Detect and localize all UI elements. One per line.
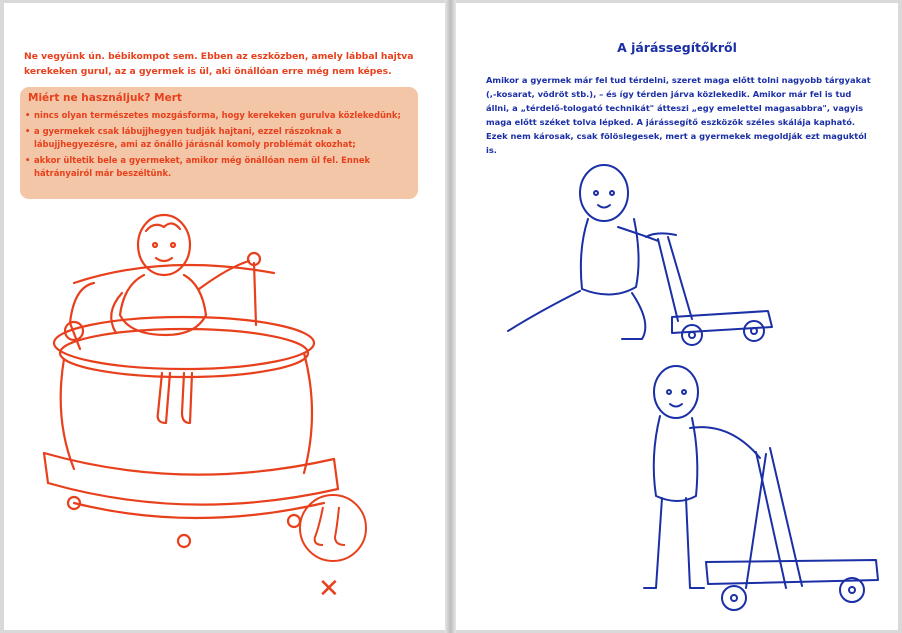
kneeling-baby-illustration xyxy=(496,153,786,353)
tiptoe-feet-icon xyxy=(287,493,379,563)
box-title: Miért ne használjuk? Mert xyxy=(28,92,182,104)
list-item: • a gyermekek csak lábujjhegyen tudják hajtani, ezzel rászoknak a lábujjhegyezésre, ami az önálló járásnál komoly problémát okozhat; xyxy=(24,125,416,151)
standing-baby-illustration xyxy=(606,358,896,618)
list-item: • akkor ültetik bele a gyermeket, amikor még önállóan nem ül fel. Ennek hátrányairól már beszéltünk. xyxy=(24,154,416,180)
list-item: • nincs olyan természetes mozgásforma, hogy kerekeken gurulva közlekedünk; xyxy=(24,109,416,122)
intro-paragraph: Ne vegyünk ún. bébikompot sem. Ebben az eszközben, amely lábbal hajtva kerekeken gurul, az a gyermek is ül, aki önállóan erre még nem képes. xyxy=(24,51,414,77)
why-not-box xyxy=(20,87,418,199)
cross-icon: ✕ xyxy=(318,574,340,604)
right-page xyxy=(456,3,898,630)
reasons-list xyxy=(24,109,416,183)
book-spine xyxy=(445,0,456,633)
body-paragraph: Amikor a gyermek már fel tud térdelni, szeret maga előtt tolni nagyobb tárgyakat (,-kosarat, vödröt stb.), – és így térden járva közlekedik. Amikor már fel is tud állni, a „térdelő-tologató technikát" átteszi „egy emelettel magasabbra", vagyis maga előtt széket tolva lépked. A járássegítő eszközök széles skálája kapható. Ezek nem károsak, csak fölöslegesek, mert a gyermekek megoldják ezt maguktól is. xyxy=(486,75,871,155)
page-title: A járássegítőkről xyxy=(617,40,737,55)
left-page xyxy=(4,3,445,630)
